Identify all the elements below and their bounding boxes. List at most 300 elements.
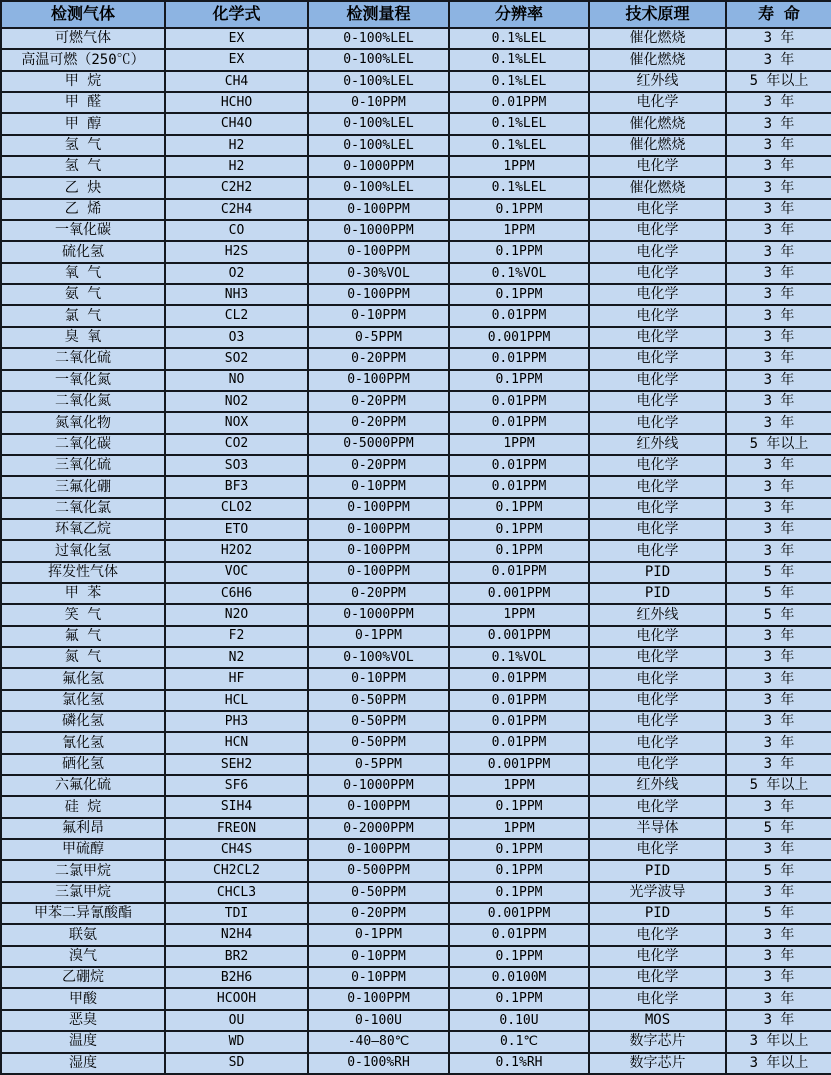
cell-chemical-formula: O2 <box>165 263 308 284</box>
cell-technology: 数字芯片 <box>589 1053 726 1075</box>
table-row <box>1 626 831 647</box>
cell-resolution: 0.1PPM <box>449 540 589 561</box>
cell-detection-range: 0-50PPM <box>308 711 449 732</box>
table-row <box>1 305 831 326</box>
cell-technology: MOS <box>589 1010 726 1031</box>
cell-lifespan: 3 年 <box>726 177 831 198</box>
table-row <box>1 263 831 284</box>
cell-lifespan: 3 年 <box>726 647 831 668</box>
cell-technology: 电化学 <box>589 370 726 391</box>
cell-chemical-formula: B2H6 <box>165 967 308 988</box>
cell-lifespan: 3 年 <box>726 1010 831 1031</box>
cell-detection-range: 0-2000PPM <box>308 818 449 839</box>
table-row <box>1 647 831 668</box>
cell-detection-range: 0-100PPM <box>308 988 449 1009</box>
table-row <box>1 583 831 604</box>
cell-gas-name: 磷化氢 <box>1 711 165 732</box>
cell-lifespan: 3 年 <box>726 967 831 988</box>
cell-detection-range: 0-10PPM <box>308 946 449 967</box>
table-row <box>1 49 831 70</box>
cell-detection-range: 0-1000PPM <box>308 220 449 241</box>
cell-lifespan: 3 年以上 <box>726 1053 831 1075</box>
cell-technology: 电化学 <box>589 924 726 945</box>
cell-resolution: 0.1%LEL <box>449 113 589 134</box>
cell-chemical-formula: VOC <box>165 562 308 583</box>
cell-technology: 红外线 <box>589 434 726 455</box>
cell-lifespan: 3 年 <box>726 796 831 817</box>
cell-gas-name: 一氧化氮 <box>1 370 165 391</box>
table-row <box>1 1031 831 1052</box>
table-row <box>1 519 831 540</box>
cell-chemical-formula: N2O <box>165 604 308 625</box>
cell-resolution: 0.1%LEL <box>449 135 589 156</box>
cell-chemical-formula: CH4O <box>165 113 308 134</box>
cell-detection-range: 0-10PPM <box>308 476 449 497</box>
cell-resolution: 0.1%VOL <box>449 263 589 284</box>
cell-lifespan: 3 年 <box>726 988 831 1009</box>
table-row <box>1 668 831 689</box>
cell-lifespan: 3 年 <box>726 754 831 775</box>
cell-technology: 光学波导 <box>589 882 726 903</box>
cell-detection-range: 0-1000PPM <box>308 604 449 625</box>
cell-resolution: 0.1PPM <box>449 284 589 305</box>
cell-resolution: 0.10U <box>449 1010 589 1031</box>
cell-detection-range: 0-100U <box>308 1010 449 1031</box>
cell-resolution: 1PPM <box>449 604 589 625</box>
cell-resolution: 0.1%LEL <box>449 49 589 70</box>
cell-chemical-formula: EX <box>165 49 308 70</box>
cell-detection-range: 0-1PPM <box>308 924 449 945</box>
cell-gas-name: 甲 苯 <box>1 583 165 604</box>
cell-chemical-formula: HCN <box>165 732 308 753</box>
cell-lifespan: 3 年 <box>726 156 831 177</box>
cell-gas-name: 氢 气 <box>1 156 165 177</box>
cell-resolution: 0.1%LEL <box>449 177 589 198</box>
cell-lifespan: 3 年 <box>726 882 831 903</box>
table-row <box>1 903 831 924</box>
cell-resolution: 0.001PPM <box>449 327 589 348</box>
cell-detection-range: 0-20PPM <box>308 391 449 412</box>
table-row <box>1 946 831 967</box>
cell-gas-name: 乙硼烷 <box>1 967 165 988</box>
cell-lifespan: 3 年 <box>726 348 831 369</box>
cell-resolution: 0.1PPM <box>449 988 589 1009</box>
cell-chemical-formula: CO2 <box>165 434 308 455</box>
cell-resolution: 0.001PPM <box>449 754 589 775</box>
table-row <box>1 775 831 796</box>
table-row <box>1 1053 831 1075</box>
table-row <box>1 882 831 903</box>
table-row <box>1 71 831 92</box>
cell-detection-range: 0-100PPM <box>308 796 449 817</box>
cell-chemical-formula: WD <box>165 1031 308 1052</box>
cell-lifespan: 3 年 <box>726 540 831 561</box>
cell-gas-name: 溴气 <box>1 946 165 967</box>
cell-resolution: 0.001PPM <box>449 903 589 924</box>
table-row <box>1 434 831 455</box>
cell-detection-range: 0-20PPM <box>308 903 449 924</box>
table-row <box>1 1010 831 1031</box>
cell-lifespan: 3 年以上 <box>726 1031 831 1052</box>
cell-gas-name: 氰化氢 <box>1 732 165 753</box>
table-row <box>1 604 831 625</box>
cell-chemical-formula: OU <box>165 1010 308 1031</box>
cell-gas-name: 三氧化硫 <box>1 455 165 476</box>
cell-technology: PID <box>589 562 726 583</box>
table-row <box>1 199 831 220</box>
cell-detection-range: 0-10PPM <box>308 305 449 326</box>
cell-resolution: 0.1PPM <box>449 882 589 903</box>
cell-resolution: 1PPM <box>449 434 589 455</box>
cell-lifespan: 5 年以上 <box>726 434 831 455</box>
cell-chemical-formula: CL2 <box>165 305 308 326</box>
table-row <box>1 988 831 1009</box>
cell-technology: 电化学 <box>589 754 726 775</box>
cell-technology: 催化燃烧 <box>589 135 726 156</box>
cell-resolution: 0.1PPM <box>449 199 589 220</box>
table-row <box>1 690 831 711</box>
cell-resolution: 0.1%VOL <box>449 647 589 668</box>
cell-chemical-formula: CO <box>165 220 308 241</box>
cell-chemical-formula: EX <box>165 28 308 49</box>
cell-gas-name: 氟化氢 <box>1 668 165 689</box>
cell-gas-name: 高温可燃（250℃） <box>1 49 165 70</box>
cell-resolution: 0.01PPM <box>449 305 589 326</box>
cell-technology: 电化学 <box>589 946 726 967</box>
cell-resolution: 0.1PPM <box>449 946 589 967</box>
cell-chemical-formula: C2H2 <box>165 177 308 198</box>
cell-gas-name: 氟利昂 <box>1 818 165 839</box>
cell-lifespan: 3 年 <box>726 220 831 241</box>
cell-resolution: 0.1PPM <box>449 370 589 391</box>
cell-resolution: 0.1%LEL <box>449 28 589 49</box>
cell-gas-name: 温度 <box>1 1031 165 1052</box>
cell-chemical-formula: ETO <box>165 519 308 540</box>
cell-technology: 数字芯片 <box>589 1031 726 1052</box>
cell-resolution: 0.1%LEL <box>449 71 589 92</box>
cell-gas-name: 甲硫醇 <box>1 839 165 860</box>
cell-lifespan: 3 年 <box>726 711 831 732</box>
cell-chemical-formula: CH4S <box>165 839 308 860</box>
cell-resolution: 0.1PPM <box>449 241 589 262</box>
cell-technology: 电化学 <box>589 455 726 476</box>
cell-technology: 电化学 <box>589 668 726 689</box>
table-row <box>1 92 831 113</box>
cell-gas-name: 三氯甲烷 <box>1 882 165 903</box>
cell-chemical-formula: NO2 <box>165 391 308 412</box>
cell-detection-range: -40—80℃ <box>308 1031 449 1052</box>
table-row <box>1 113 831 134</box>
cell-detection-range: 0-100%LEL <box>308 49 449 70</box>
table-row <box>1 284 831 305</box>
cell-chemical-formula: CLO2 <box>165 498 308 519</box>
cell-lifespan: 3 年 <box>726 199 831 220</box>
cell-gas-name: 乙 烯 <box>1 199 165 220</box>
cell-resolution: 0.1PPM <box>449 839 589 860</box>
table-row <box>1 28 831 49</box>
cell-lifespan: 5 年以上 <box>726 71 831 92</box>
cell-technology: 电化学 <box>589 711 726 732</box>
cell-gas-name: 氧 气 <box>1 263 165 284</box>
cell-gas-name: 过氧化氢 <box>1 540 165 561</box>
cell-technology: 电化学 <box>589 988 726 1009</box>
cell-lifespan: 3 年 <box>726 28 831 49</box>
cell-gas-name: 硫化氢 <box>1 241 165 262</box>
cell-technology: 电化学 <box>589 305 726 326</box>
cell-lifespan: 3 年 <box>726 391 831 412</box>
cell-detection-range: 0-5PPM <box>308 327 449 348</box>
cell-gas-name: 一氧化碳 <box>1 220 165 241</box>
cell-lifespan: 3 年 <box>726 455 831 476</box>
cell-gas-name: 氮 气 <box>1 647 165 668</box>
cell-technology: 电化学 <box>589 967 726 988</box>
cell-gas-name: 二氯甲烷 <box>1 860 165 881</box>
table-row <box>1 967 831 988</box>
cell-lifespan: 3 年 <box>726 924 831 945</box>
cell-chemical-formula: NOX <box>165 412 308 433</box>
cell-technology: 催化燃烧 <box>589 49 726 70</box>
cell-lifespan: 3 年 <box>726 113 831 134</box>
table-row <box>1 498 831 519</box>
cell-technology: 电化学 <box>589 241 726 262</box>
cell-lifespan: 5 年 <box>726 583 831 604</box>
table-row <box>1 732 831 753</box>
table-row <box>1 476 831 497</box>
cell-detection-range: 0-100PPM <box>308 284 449 305</box>
table-row <box>1 412 831 433</box>
cell-resolution: 0.1PPM <box>449 498 589 519</box>
cell-technology: 电化学 <box>589 647 726 668</box>
table-row <box>1 796 831 817</box>
cell-technology: 电化学 <box>589 839 726 860</box>
cell-lifespan: 5 年 <box>726 604 831 625</box>
cell-gas-name: 二氧化氮 <box>1 391 165 412</box>
cell-gas-name: 氮氧化物 <box>1 412 165 433</box>
cell-gas-name: 挥发性气体 <box>1 562 165 583</box>
cell-gas-name: 甲 烷 <box>1 71 165 92</box>
cell-chemical-formula: NO <box>165 370 308 391</box>
column-header-lifespan: 寿 命 <box>726 1 831 28</box>
cell-detection-range: 0-100%RH <box>308 1053 449 1075</box>
cell-lifespan: 3 年 <box>726 305 831 326</box>
cell-detection-range: 0-100%LEL <box>308 71 449 92</box>
cell-detection-range: 0-10PPM <box>308 92 449 113</box>
cell-resolution: 1PPM <box>449 818 589 839</box>
cell-detection-range: 0-50PPM <box>308 882 449 903</box>
cell-technology: 催化燃烧 <box>589 28 726 49</box>
cell-chemical-formula: SIH4 <box>165 796 308 817</box>
cell-detection-range: 0-20PPM <box>308 412 449 433</box>
table-row <box>1 818 831 839</box>
cell-technology: 电化学 <box>589 476 726 497</box>
cell-resolution: 0.01PPM <box>449 732 589 753</box>
cell-resolution: 0.01PPM <box>449 690 589 711</box>
cell-detection-range: 0-20PPM <box>308 348 449 369</box>
cell-technology: 催化燃烧 <box>589 177 726 198</box>
cell-chemical-formula: C6H6 <box>165 583 308 604</box>
table-row <box>1 241 831 262</box>
cell-detection-range: 0-1000PPM <box>308 775 449 796</box>
cell-resolution: 0.0100M <box>449 967 589 988</box>
cell-chemical-formula: CH2CL2 <box>165 860 308 881</box>
column-header-resolution: 分辨率 <box>449 1 589 28</box>
cell-chemical-formula: SEH2 <box>165 754 308 775</box>
cell-detection-range: 0-50PPM <box>308 732 449 753</box>
cell-resolution: 0.1PPM <box>449 796 589 817</box>
table-row <box>1 711 831 732</box>
cell-technology: 电化学 <box>589 690 726 711</box>
cell-chemical-formula: SO3 <box>165 455 308 476</box>
cell-lifespan: 5 年 <box>726 562 831 583</box>
cell-gas-name: 甲苯二异氰酸酯 <box>1 903 165 924</box>
cell-chemical-formula: NH3 <box>165 284 308 305</box>
cell-resolution: 1PPM <box>449 220 589 241</box>
cell-gas-name: 三氟化硼 <box>1 476 165 497</box>
cell-detection-range: 0-500PPM <box>308 860 449 881</box>
cell-gas-name: 联氨 <box>1 924 165 945</box>
table-row <box>1 924 831 945</box>
cell-chemical-formula: HF <box>165 668 308 689</box>
cell-lifespan: 3 年 <box>726 732 831 753</box>
cell-chemical-formula: BR2 <box>165 946 308 967</box>
cell-gas-name: 六氟化硫 <box>1 775 165 796</box>
table-row <box>1 455 831 476</box>
cell-detection-range: 0-100PPM <box>308 540 449 561</box>
cell-chemical-formula: N2 <box>165 647 308 668</box>
cell-lifespan: 3 年 <box>726 241 831 262</box>
cell-detection-range: 0-100PPM <box>308 241 449 262</box>
table-row <box>1 327 831 348</box>
cell-resolution: 0.01PPM <box>449 711 589 732</box>
cell-detection-range: 0-100%LEL <box>308 135 449 156</box>
cell-chemical-formula: O3 <box>165 327 308 348</box>
cell-resolution: 0.1℃ <box>449 1031 589 1052</box>
table-header <box>1 1 831 28</box>
cell-lifespan: 3 年 <box>726 839 831 860</box>
cell-technology: 电化学 <box>589 220 726 241</box>
cell-gas-name: 甲 醇 <box>1 113 165 134</box>
cell-technology: 电化学 <box>589 284 726 305</box>
cell-gas-name: 硅 烷 <box>1 796 165 817</box>
cell-chemical-formula: H2O2 <box>165 540 308 561</box>
cell-gas-name: 二氧化碳 <box>1 434 165 455</box>
column-header-technology: 技术原理 <box>589 1 726 28</box>
cell-gas-name: 氨 气 <box>1 284 165 305</box>
cell-technology: 红外线 <box>589 71 726 92</box>
cell-lifespan: 3 年 <box>726 263 831 284</box>
cell-chemical-formula: H2 <box>165 135 308 156</box>
cell-lifespan: 3 年 <box>726 135 831 156</box>
cell-resolution: 0.01PPM <box>449 412 589 433</box>
cell-technology: 电化学 <box>589 391 726 412</box>
cell-gas-name: 恶臭 <box>1 1010 165 1031</box>
cell-resolution: 0.01PPM <box>449 562 589 583</box>
cell-resolution: 0.1PPM <box>449 519 589 540</box>
cell-detection-range: 0-20PPM <box>308 455 449 476</box>
cell-technology: 电化学 <box>589 519 726 540</box>
cell-detection-range: 0-100%LEL <box>308 177 449 198</box>
cell-technology: 电化学 <box>589 156 726 177</box>
cell-lifespan: 3 年 <box>726 327 831 348</box>
cell-technology: PID <box>589 583 726 604</box>
cell-resolution: 0.1%RH <box>449 1053 589 1075</box>
cell-gas-name: 氢 气 <box>1 135 165 156</box>
cell-detection-range: 0-50PPM <box>308 690 449 711</box>
cell-gas-name: 二氧化硫 <box>1 348 165 369</box>
table-row <box>1 754 831 775</box>
cell-resolution: 0.001PPM <box>449 583 589 604</box>
cell-technology: 电化学 <box>589 498 726 519</box>
cell-lifespan: 3 年 <box>726 668 831 689</box>
cell-technology: 催化燃烧 <box>589 113 726 134</box>
cell-gas-name: 乙 炔 <box>1 177 165 198</box>
column-header-detection-range: 检测量程 <box>308 1 449 28</box>
cell-gas-name: 二氧化氯 <box>1 498 165 519</box>
cell-detection-range: 0-100PPM <box>308 370 449 391</box>
cell-detection-range: 0-100PPM <box>308 199 449 220</box>
cell-technology: 电化学 <box>589 263 726 284</box>
cell-resolution: 0.01PPM <box>449 455 589 476</box>
cell-detection-range: 0-100PPM <box>308 519 449 540</box>
cell-resolution: 0.01PPM <box>449 668 589 689</box>
cell-resolution: 1PPM <box>449 775 589 796</box>
table-row <box>1 562 831 583</box>
cell-chemical-formula: F2 <box>165 626 308 647</box>
cell-gas-name: 甲 醛 <box>1 92 165 113</box>
cell-detection-range: 0-30%VOL <box>308 263 449 284</box>
cell-technology: 电化学 <box>589 626 726 647</box>
table-row <box>1 177 831 198</box>
cell-lifespan: 3 年 <box>726 284 831 305</box>
cell-lifespan: 3 年 <box>726 690 831 711</box>
cell-lifespan: 3 年 <box>726 476 831 497</box>
cell-chemical-formula: HCL <box>165 690 308 711</box>
cell-gas-name: 硒化氢 <box>1 754 165 775</box>
cell-chemical-formula: HCHO <box>165 92 308 113</box>
table-row <box>1 348 831 369</box>
cell-resolution: 0.001PPM <box>449 626 589 647</box>
cell-technology: 电化学 <box>589 732 726 753</box>
cell-detection-range: 0-10PPM <box>308 967 449 988</box>
cell-detection-range: 0-100PPM <box>308 498 449 519</box>
cell-resolution: 0.01PPM <box>449 348 589 369</box>
cell-gas-name: 氯化氢 <box>1 690 165 711</box>
cell-detection-range: 0-100%LEL <box>308 28 449 49</box>
cell-chemical-formula: N2H4 <box>165 924 308 945</box>
cell-detection-range: 0-100%LEL <box>308 113 449 134</box>
cell-gas-name: 笑 气 <box>1 604 165 625</box>
cell-technology: PID <box>589 903 726 924</box>
cell-lifespan: 3 年 <box>726 49 831 70</box>
table-row <box>1 540 831 561</box>
cell-technology: 电化学 <box>589 540 726 561</box>
cell-gas-name: 环氧乙烷 <box>1 519 165 540</box>
table-row <box>1 156 831 177</box>
cell-chemical-formula: CH4 <box>165 71 308 92</box>
cell-lifespan: 3 年 <box>726 370 831 391</box>
gas-table-body <box>1 28 831 1074</box>
column-header-chemical-formula: 化学式 <box>165 1 308 28</box>
cell-chemical-formula: H2 <box>165 156 308 177</box>
cell-lifespan: 5 年 <box>726 818 831 839</box>
table-row <box>1 391 831 412</box>
cell-detection-range: 0-5PPM <box>308 754 449 775</box>
cell-detection-range: 0-5000PPM <box>308 434 449 455</box>
cell-gas-name: 臭 氧 <box>1 327 165 348</box>
cell-lifespan: 3 年 <box>726 626 831 647</box>
cell-chemical-formula: H2S <box>165 241 308 262</box>
cell-technology: 电化学 <box>589 796 726 817</box>
